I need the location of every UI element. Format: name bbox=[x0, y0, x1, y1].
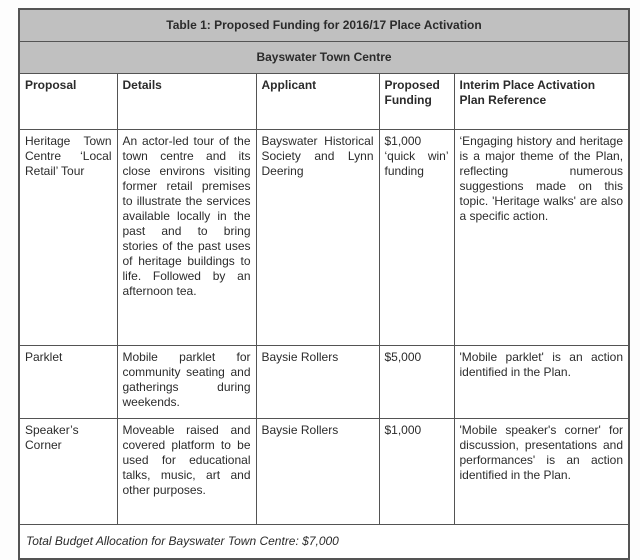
cell-reference: 'Mobile speaker's corner' for discussion, presentations and performances' is an action identified in the Plan. bbox=[454, 419, 629, 525]
cell-proposal: Heritage Town Centre ‘Local Retail’ Tour bbox=[19, 130, 117, 346]
column-header-applicant: Applicant bbox=[256, 74, 379, 130]
cell-applicant: Baysie Rollers bbox=[256, 419, 379, 525]
column-header-proposal: Proposal bbox=[19, 74, 117, 130]
cell-reference: ‘Engaging history and heritage is a major theme of the Plan, reflecting numerous suggestions made on this topic. 'Heritage walks' are also a specific action. bbox=[454, 130, 629, 346]
cell-details: Mobile parklet for community seating and gatherings during weekends. bbox=[117, 346, 256, 419]
table-footer-row bbox=[19, 525, 629, 560]
column-header-proposed-funding: Proposed Funding bbox=[379, 74, 454, 130]
table-title-row bbox=[19, 9, 629, 42]
cell-proposal: Speaker’s Corner bbox=[19, 419, 117, 525]
funding-table bbox=[18, 8, 630, 560]
table-row bbox=[19, 346, 629, 419]
column-header-details: Details bbox=[117, 74, 256, 130]
table-subtitle-row bbox=[19, 42, 629, 74]
cell-funding: $1,000 bbox=[379, 419, 454, 525]
cell-details: An actor-led tour of the town centre and its close environs visiting former retail premises to illustrate the services available locally in the past and to bring stories of the past uses of heritage buildings to life. Followed by an afternoon tea. bbox=[117, 130, 256, 346]
table-subtitle: Bayswater Town Centre bbox=[19, 42, 629, 74]
cell-details: Moveable raised and covered platform to be used for educational talks, music, art and other purposes. bbox=[117, 419, 256, 525]
total-budget-allocation: Total Budget Allocation for Bayswater Town Centre: $7,000 bbox=[19, 525, 629, 560]
cell-applicant: Bayswater Historical Society and Lynn Deering bbox=[256, 130, 379, 346]
cell-funding: $5,000 bbox=[379, 346, 454, 419]
cell-funding: $1,000 ‘quick win’ funding bbox=[379, 130, 454, 346]
cell-reference: 'Mobile parklet' is an action identified in the Plan. bbox=[454, 346, 629, 419]
column-header-row bbox=[19, 74, 629, 130]
table-row bbox=[19, 130, 629, 346]
cell-applicant: Baysie Rollers bbox=[256, 346, 379, 419]
column-header-plan-reference: Interim Place Activation Plan Reference bbox=[454, 74, 629, 130]
table-title: Table 1: Proposed Funding for 2016/17 Place Activation bbox=[19, 9, 629, 42]
cell-proposal: Parklet bbox=[19, 346, 117, 419]
table-row bbox=[19, 419, 629, 525]
